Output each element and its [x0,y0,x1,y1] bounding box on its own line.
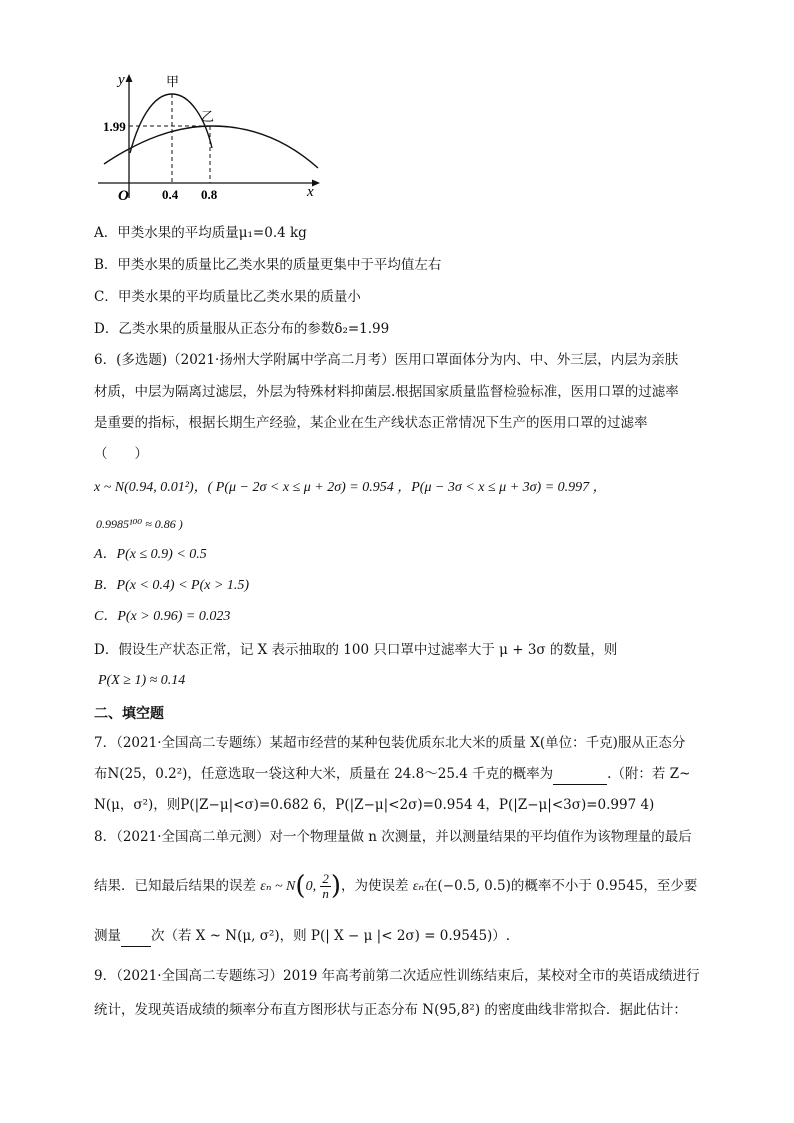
origin-label: O [118,188,129,204]
q6-line-2: 材质，中层为隔离过滤层，外层为特殊材料抑菌层.根据国家质量监督检验标准，医用口罩的过滤率 [94,384,679,400]
q8-line-2-mid: ，为使误差 [341,878,409,894]
q6-formula-2: 0.9985¹⁰⁰ ≈ 0.86 ) [96,517,183,531]
q8-line-2-tail: 在(−0.5, 0.5)的概率不小于 0.9545，至少要 [424,878,698,894]
q7-line-2-text: 布N(25，0.2²)，任意选取一袋这种大米，质量在 24.8～25.4 千克的概率为 [94,766,554,782]
q7-line-2 [94,764,690,785]
x-axis-label: x [307,184,314,200]
q8-line-2-text: 结果．已知最后结果的误差 [94,878,256,894]
q8-frac-num: 2 [322,871,329,886]
q8-answer-blank[interactable] [121,926,151,947]
q5-option-d: D．乙类水果的质量服从正态分布的参数δ₂=1.99 [94,321,390,337]
q8-line-3 [94,926,510,947]
q6-option-d-line-2: P(X ≥ 1) ≈ 0.14 [98,673,186,688]
x-tick-label-2: 0.8 [201,187,218,202]
q6-option-c: C．P(x > 0.96) = 0.023 [94,609,231,624]
q6-option-d-line-1: D．假设生产状态正常，记 X 表示抽取的 100 只口罩中过滤率大于 μ + 3σ 的数量，则 [94,642,618,658]
q8-error-dist: εₙ ~ N [260,879,296,894]
q6-line-3: 是重要的指标，根据长期生产经验，某企业在生产线状态正常情况下生产的医用口罩的过滤率 [94,415,648,431]
q8-line-1: 8．（2021·全国高二单元测）对一个物理量做 n 次测量，并以测量结果的平均值作为该物理量的最后 [94,829,692,845]
q6-option-b: B．P(x < 0.4) < P(x > 1.5) [94,578,250,593]
q6-line-1: 6．(多选题)（2021·扬州大学附属中学高二月考）医用口罩面体分为内、中、外三层，内层为亲肤 [94,352,679,368]
y-tick-label: 1.99 [103,119,126,134]
x-tick-label-1: 0.4 [162,187,179,202]
curve-jia [130,94,215,153]
q7-answer-blank[interactable] [553,764,607,785]
q8-error-symbol: εₙ [412,879,425,894]
q6-paren: （ ） [94,446,148,462]
q5-option-b: B．甲类水果的质量比乙类水果的质量更集中于平均值左右 [94,257,442,273]
q8-zero: 0, [305,879,317,894]
q9-line-2: 统计，发现英语成绩的频率分布直方图形状与正态分布 N(95,8²) 的密度曲线非常拟合．据此估计： [94,1002,687,1018]
q8-frac-den: n [322,886,329,901]
q9-line-1: 9．（2021·全国高二专题练习）2019 年高考前第二次适应性训练结束后，某校对全市的英语成绩进行 [94,968,700,984]
q5-option-c: C．甲类水果的平均质量比乙类水果的质量小 [94,289,361,305]
curve-a-label: 甲 [166,75,180,90]
curve-b-label: 乙 [201,110,215,125]
normal-curves-graph [90,68,330,208]
q7-line-3: N(μ，σ²)，则P(|Z−μ|<σ)=0.682 6，P(|Z−μ|<2σ)=0.954 4，P(|Z−μ|<3σ)=0.997 4) [94,797,655,813]
q7-line-2-tail: .（附：若 Z~ [607,766,691,782]
q7-line-1: 7．（2021·全国高二专题练）某超市经营的某种包装优质东北大米的质量 X(单位：千克)服从正态分 [94,735,686,751]
y-axis-label: y [118,72,125,88]
q8-line-3-text: 测量 [94,928,121,944]
section-title: 二、填空题 [94,706,164,722]
q5-option-a: A．甲类水果的平均质量μ₁=0.4 kg [94,225,307,241]
q6-formula-1: x ~ N(0.94, 0.01²)，( P(μ − 2σ < x ≤ μ + 2σ) = 0.954 ，P(μ − 3σ < x ≤ μ + 3σ) = 0.997 ， [94,480,607,495]
q8-line-2: 结果．已知最后结果的误差 εₙ ~ N(0, $\frac{2}{n}$ )，为使误差 εₙ在(−0.5, 0.5)的概率不小于 0.9545，至少要 [94,871,698,901]
q6-option-a: A．P(x ≤ 0.9) < 0.5 [94,547,207,562]
q8-line-3-tail: 次（若 X ~ N(μ, σ²)，则 P(| X − μ |< 2σ) = 0.9545)）. [151,928,511,944]
